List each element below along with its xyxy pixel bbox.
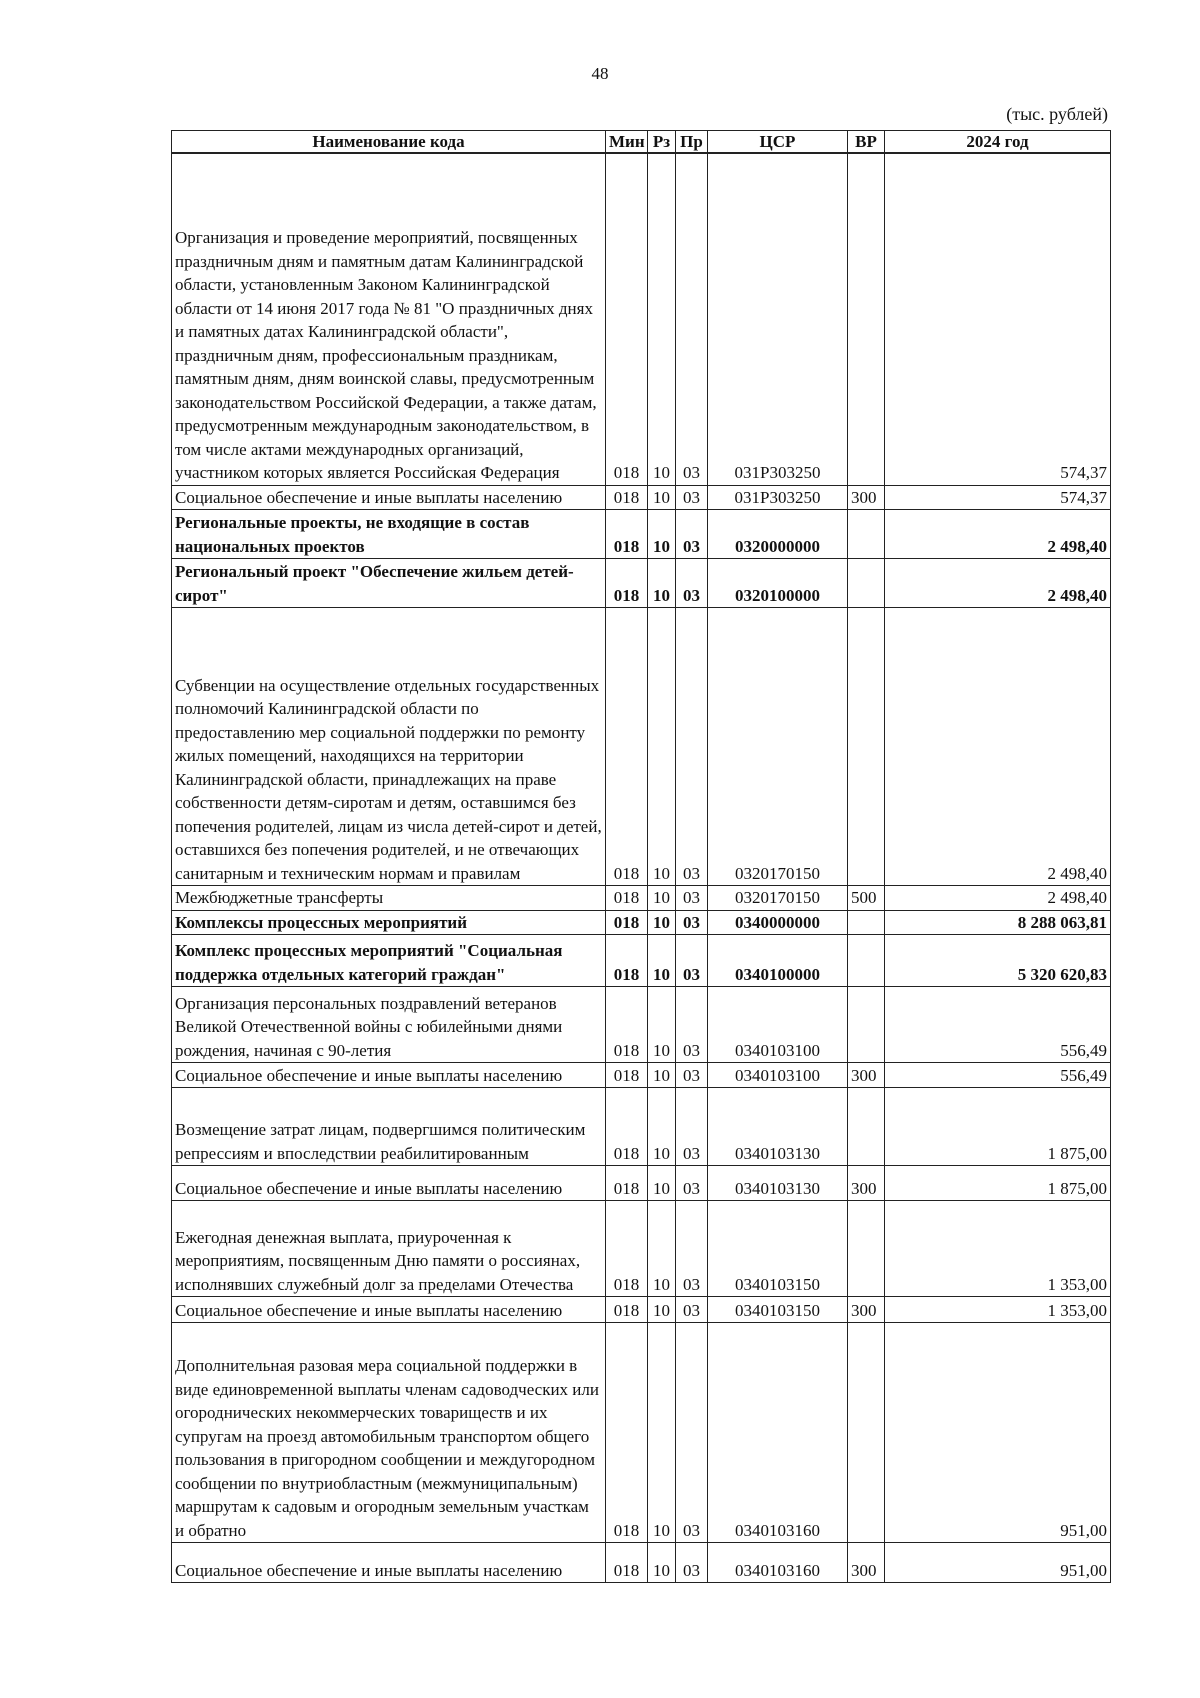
cell-name: Региональные проекты, не входящие в состав национальных проектов xyxy=(172,510,606,559)
cell-pr: 03 xyxy=(676,935,708,987)
cell-name: Социальное обеспечение и иные выплаты населению xyxy=(172,485,606,510)
cell-min: 018 xyxy=(606,910,648,935)
table-row xyxy=(172,608,1111,886)
header-rz: Рз xyxy=(648,131,676,154)
cell-pr: 03 xyxy=(676,153,708,485)
cell-rz: 10 xyxy=(648,485,676,510)
cell-rz: 10 xyxy=(648,886,676,911)
cell-amount: 1 353,00 xyxy=(885,1201,1111,1297)
cell-name: Социальное обеспечение и иные выплаты населению xyxy=(172,1063,606,1088)
cell-amount: 574,37 xyxy=(885,485,1111,510)
cell-pr: 03 xyxy=(676,1543,708,1583)
cell-rz: 10 xyxy=(648,1543,676,1583)
cell-rz: 10 xyxy=(648,1063,676,1088)
cell-csr: 031Р303250 xyxy=(708,485,848,510)
cell-amount: 2 498,40 xyxy=(885,886,1111,911)
cell-amount: 556,49 xyxy=(885,1063,1111,1088)
cell-rz: 10 xyxy=(648,153,676,485)
cell-min: 018 xyxy=(606,510,648,559)
cell-pr: 03 xyxy=(676,559,708,608)
cell-csr: 0340103160 xyxy=(708,1323,848,1543)
cell-csr: 0320100000 xyxy=(708,559,848,608)
cell-csr: 0340103160 xyxy=(708,1543,848,1583)
cell-csr: 0340000000 xyxy=(708,910,848,935)
cell-vr xyxy=(848,559,885,608)
cell-vr: 300 xyxy=(848,1166,885,1201)
cell-pr: 03 xyxy=(676,886,708,911)
header-pr: Пр xyxy=(676,131,708,154)
cell-min: 018 xyxy=(606,886,648,911)
cell-min: 018 xyxy=(606,935,648,987)
cell-name: Дополнительная разовая мера социальной поддержки в виде единовременной выплаты членам садоводческих или огороднических некоммерческих товариществ и их супругам на проезд автомобильным транспортом общего пользования в пригородном сообщении и междугородном сообщении по внутриобластным (межмуниципальным) маршрутам к садовым и огородным земельным участкам и обратно xyxy=(172,1323,606,1543)
cell-vr xyxy=(848,1323,885,1543)
table-row xyxy=(172,1063,1111,1088)
table-row xyxy=(172,510,1111,559)
cell-name: Организация персональных поздравлений ветеранов Великой Отечественной войны с юбилейными днями рождения, начиная с 90-летия xyxy=(172,987,606,1063)
cell-rz: 10 xyxy=(648,987,676,1063)
cell-pr: 03 xyxy=(676,987,708,1063)
cell-pr: 03 xyxy=(676,1088,708,1166)
cell-pr: 03 xyxy=(676,1166,708,1201)
table-row xyxy=(172,886,1111,911)
table-row xyxy=(172,1201,1111,1297)
cell-name: Социальное обеспечение и иные выплаты населению xyxy=(172,1297,606,1323)
cell-min: 018 xyxy=(606,1297,648,1323)
cell-amount: 1 353,00 xyxy=(885,1297,1111,1323)
cell-vr: 300 xyxy=(848,1063,885,1088)
cell-vr: 300 xyxy=(848,1297,885,1323)
cell-min: 018 xyxy=(606,559,648,608)
table-row xyxy=(172,910,1111,935)
cell-vr xyxy=(848,608,885,886)
cell-min: 018 xyxy=(606,608,648,886)
cell-vr: 300 xyxy=(848,1543,885,1583)
cell-rz: 10 xyxy=(648,910,676,935)
cell-amount: 8 288 063,81 xyxy=(885,910,1111,935)
cell-vr: 300 xyxy=(848,485,885,510)
cell-name: Межбюджетные трансферты xyxy=(172,886,606,911)
table-row xyxy=(172,1297,1111,1323)
cell-rz: 10 xyxy=(648,1201,676,1297)
table-row xyxy=(172,153,1111,485)
table-row xyxy=(172,935,1111,987)
table-row xyxy=(172,1323,1111,1543)
cell-vr xyxy=(848,1201,885,1297)
cell-name: Социальное обеспечение и иные выплаты населению xyxy=(172,1543,606,1583)
cell-min: 018 xyxy=(606,1323,648,1543)
table-row xyxy=(172,559,1111,608)
cell-amount: 2 498,40 xyxy=(885,510,1111,559)
cell-min: 018 xyxy=(606,1088,648,1166)
cell-min: 018 xyxy=(606,1166,648,1201)
table-row xyxy=(172,485,1111,510)
cell-pr: 03 xyxy=(676,485,708,510)
table-row xyxy=(172,1543,1111,1583)
budget-table xyxy=(171,130,1111,1583)
cell-pr: 03 xyxy=(676,510,708,559)
cell-name: Социальное обеспечение и иные выплаты населению xyxy=(172,1166,606,1201)
cell-amount: 556,49 xyxy=(885,987,1111,1063)
cell-vr xyxy=(848,153,885,485)
cell-pr: 03 xyxy=(676,1201,708,1297)
cell-rz: 10 xyxy=(648,1088,676,1166)
cell-amount: 2 498,40 xyxy=(885,559,1111,608)
cell-rz: 10 xyxy=(648,608,676,886)
header-vr: ВР xyxy=(848,131,885,154)
units-label: (тыс. рублей) xyxy=(1006,104,1108,124)
cell-vr xyxy=(848,987,885,1063)
table-row xyxy=(172,1088,1111,1166)
cell-min: 018 xyxy=(606,485,648,510)
cell-csr: 0340103130 xyxy=(708,1166,848,1201)
cell-vr xyxy=(848,510,885,559)
cell-min: 018 xyxy=(606,1543,648,1583)
cell-name: Ежегодная денежная выплата, приуроченная к мероприятиям, посвященным Дню памяти о россиянах, исполнявших служебный долг за пределами Отечества xyxy=(172,1201,606,1297)
cell-vr: 500 xyxy=(848,886,885,911)
table-row xyxy=(172,1166,1111,1201)
cell-rz: 10 xyxy=(648,559,676,608)
cell-csr: 0340103130 xyxy=(708,1088,848,1166)
cell-amount: 951,00 xyxy=(885,1543,1111,1583)
table-header-row xyxy=(172,131,1111,154)
page-number: 48 xyxy=(591,64,609,83)
cell-amount: 1 875,00 xyxy=(885,1166,1111,1201)
cell-rz: 10 xyxy=(648,1297,676,1323)
cell-rz: 10 xyxy=(648,1166,676,1201)
cell-csr: 0340103100 xyxy=(708,1063,848,1088)
cell-amount: 1 875,00 xyxy=(885,1088,1111,1166)
header-csr: ЦСР xyxy=(708,131,848,154)
cell-name: Региональный проект "Обеспечение жильем детей-сирот" xyxy=(172,559,606,608)
cell-amount: 5 320 620,83 xyxy=(885,935,1111,987)
cell-amount: 2 498,40 xyxy=(885,608,1111,886)
cell-rz: 10 xyxy=(648,935,676,987)
cell-amount: 951,00 xyxy=(885,1323,1111,1543)
cell-csr: 0340103150 xyxy=(708,1297,848,1323)
cell-vr xyxy=(848,935,885,987)
header-name: Наименование кода xyxy=(172,131,606,154)
cell-csr: 0340100000 xyxy=(708,935,848,987)
cell-csr: 0320170150 xyxy=(708,608,848,886)
cell-rz: 10 xyxy=(648,1323,676,1543)
cell-csr: 0340103150 xyxy=(708,1201,848,1297)
cell-csr: 0320170150 xyxy=(708,886,848,911)
cell-min: 018 xyxy=(606,987,648,1063)
cell-name: Субвенции на осуществление отдельных государственных полномочий Калининградской области по предоставлению мер социальной поддержки по ремонту жилых помещений, находящихся на территории Калининградской области, принадлежащих на праве собственности детям-сиротам и детям, оставшимся без попечения родителей, лицам из числа детей-сирот и детей, оставшихся без попечения родителей, и не отвечающих санитарным и техническим нормам и правилам xyxy=(172,608,606,886)
cell-vr xyxy=(848,1088,885,1166)
table-row xyxy=(172,987,1111,1063)
cell-min: 018 xyxy=(606,1063,648,1088)
cell-name: Возмещение затрат лицам, подвергшимся политическим репрессиям и впоследствии реабилитированным xyxy=(172,1088,606,1166)
cell-csr: 0320000000 xyxy=(708,510,848,559)
cell-pr: 03 xyxy=(676,1297,708,1323)
cell-pr: 03 xyxy=(676,910,708,935)
cell-pr: 03 xyxy=(676,1323,708,1543)
header-year: 2024 год xyxy=(885,131,1111,154)
cell-amount: 574,37 xyxy=(885,153,1111,485)
cell-pr: 03 xyxy=(676,1063,708,1088)
cell-name: Комплексы процессных мероприятий xyxy=(172,910,606,935)
cell-name: Организация и проведение мероприятий, посвященных праздничным дням и памятным датам Калининградской области, установленным Законом Калининградской области от 14 июня 2017 года № 81 "О праздничных днях и памятных датах Калининградской области", праздничным дням, профессиональным праздникам, памятным дням, дням воинской славы, предусмотренным законодательством Российской Федерации, а также датам, предусмотренным международным законодательством, в том числе актами международных организаций, участником которых является Российская Федерация xyxy=(172,153,606,485)
cell-name: Комплекс процессных мероприятий "Социальная поддержка отдельных категорий граждан" xyxy=(172,935,606,987)
cell-rz: 10 xyxy=(648,510,676,559)
header-min: Мин xyxy=(606,131,648,154)
cell-min: 018 xyxy=(606,1201,648,1297)
cell-vr xyxy=(848,910,885,935)
cell-csr: 0340103100 xyxy=(708,987,848,1063)
cell-csr: 031Р303250 xyxy=(708,153,848,485)
cell-min: 018 xyxy=(606,153,648,485)
cell-pr: 03 xyxy=(676,608,708,886)
